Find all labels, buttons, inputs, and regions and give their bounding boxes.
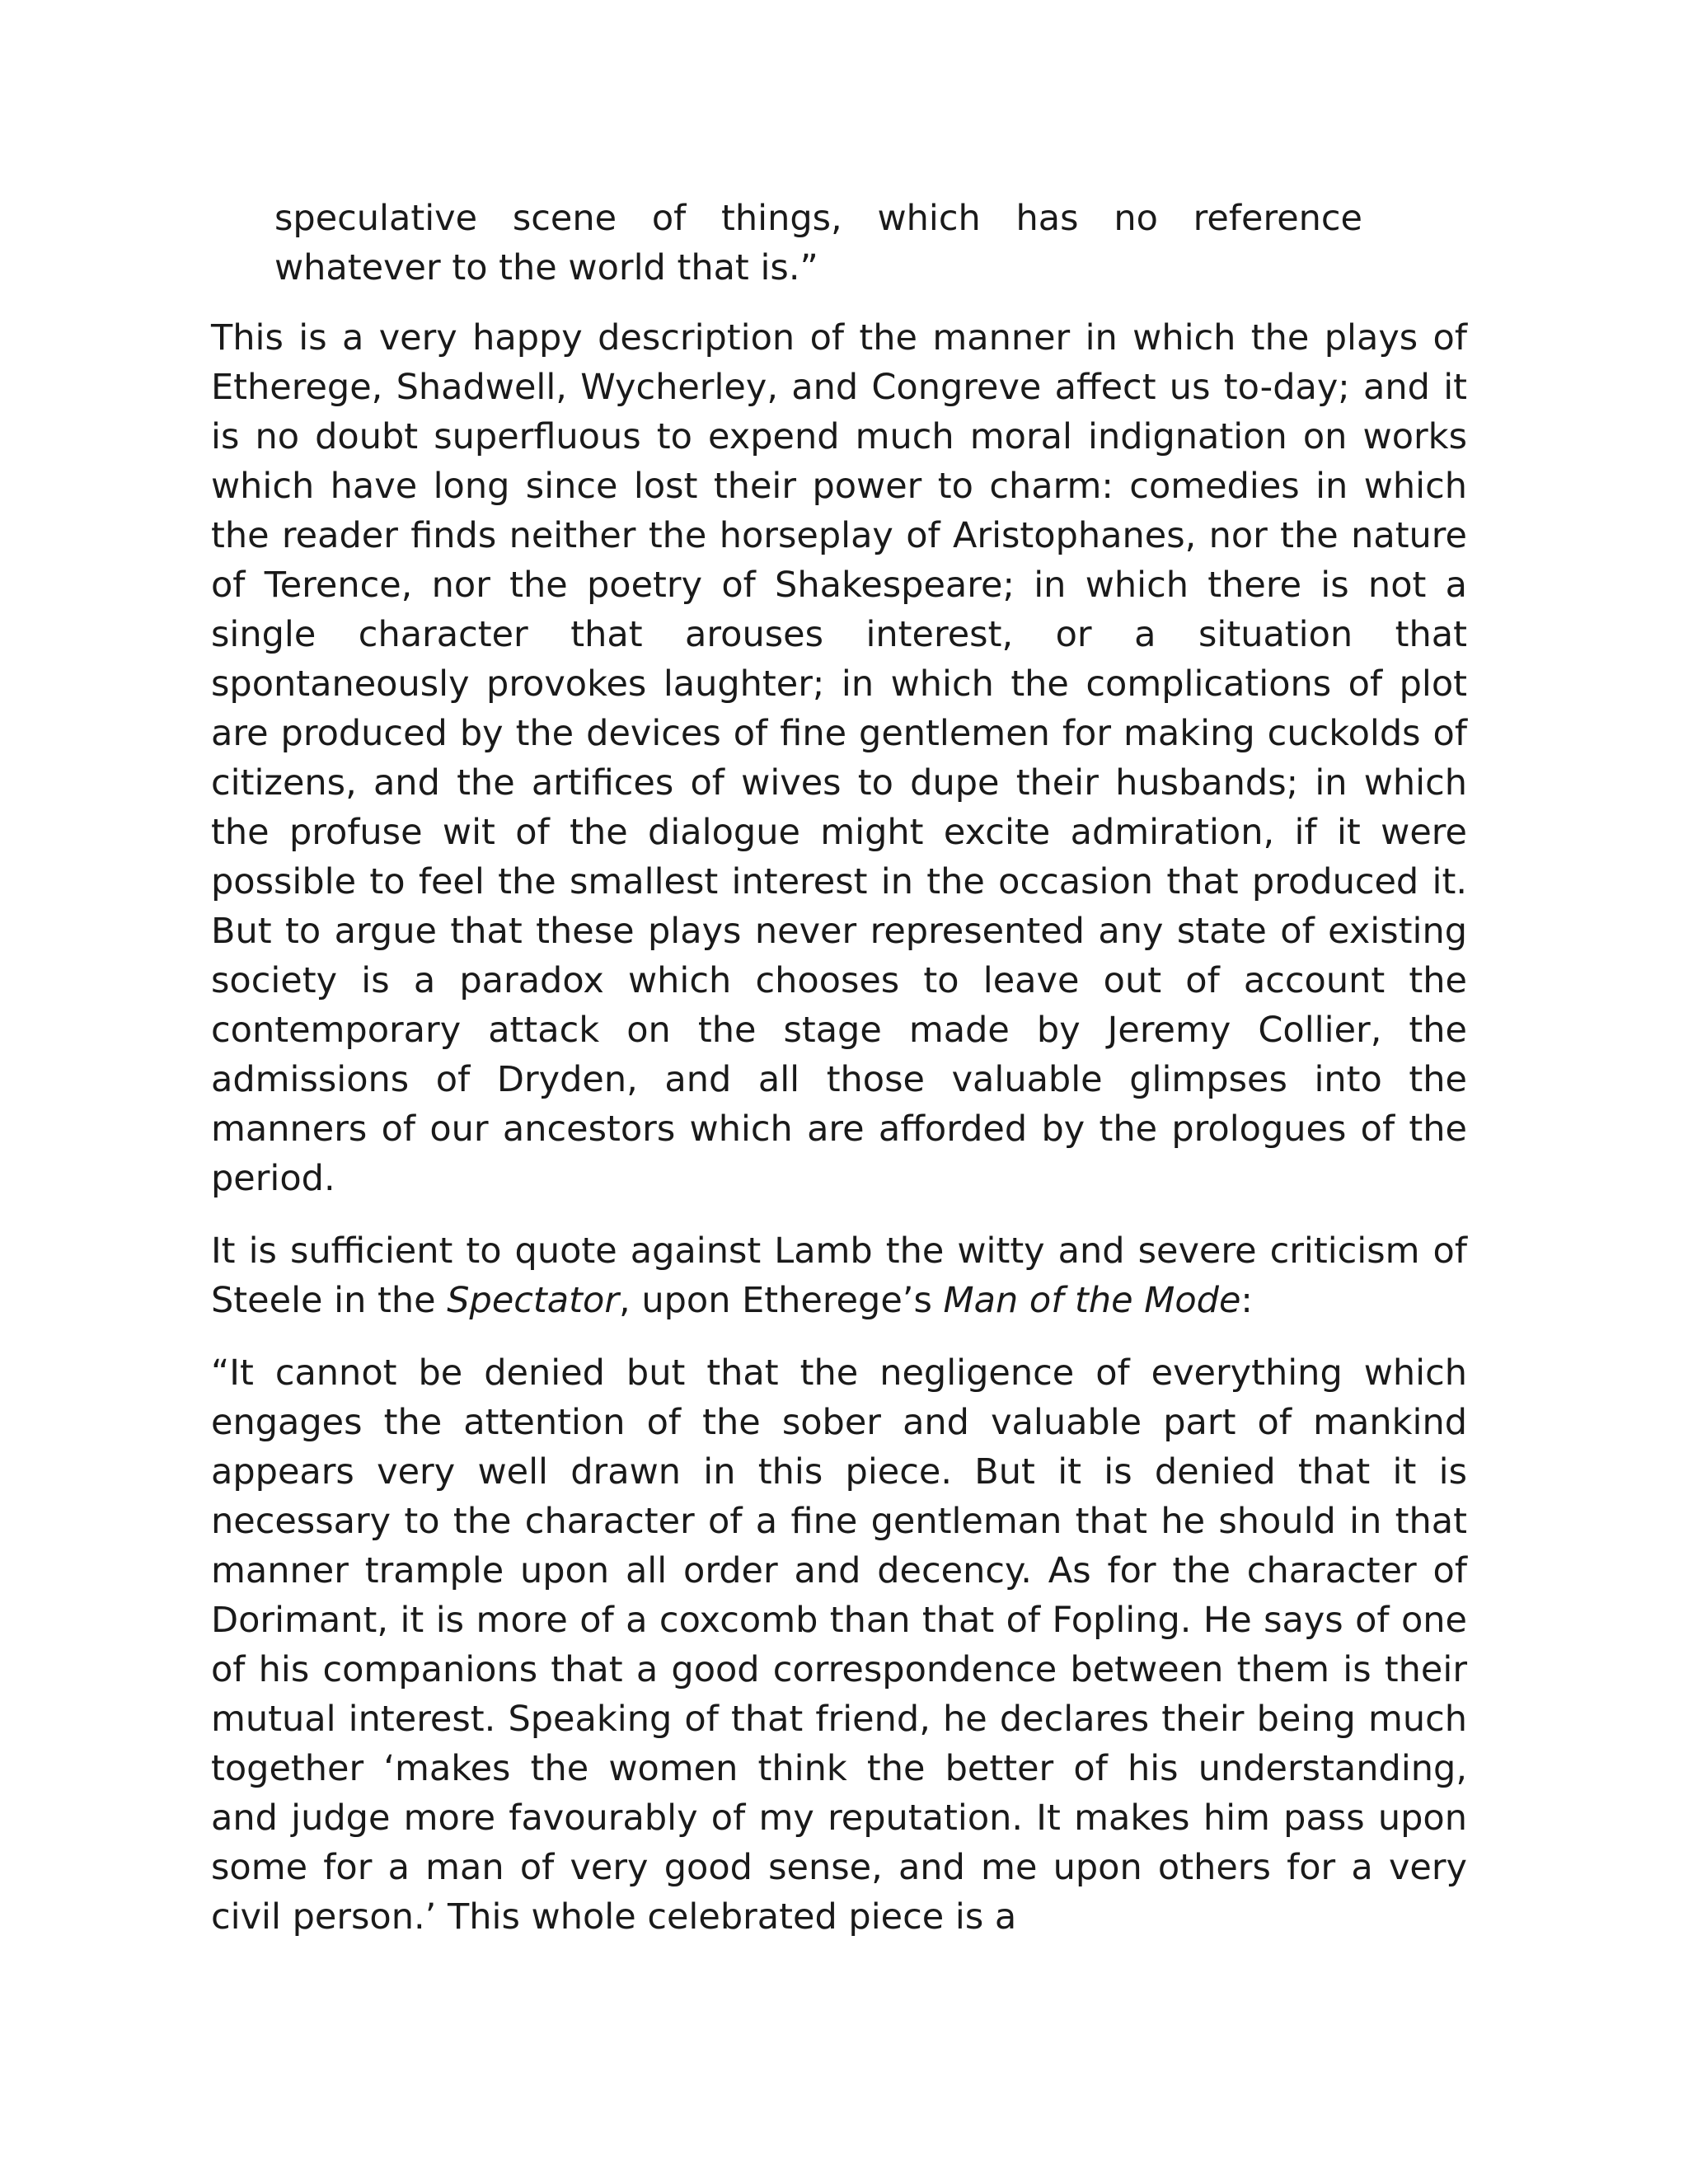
block-quote: speculative scene of things, which has no reference whatever to the world that is.”: [274, 198, 1362, 288]
title-spectator: Spectator: [447, 1280, 619, 1321]
paragraph-2-text-1: It is sufficient to quote against Lamb the witty and severe criticism of Steele in the: [211, 1230, 1467, 1321]
text-column: [211, 194, 1467, 1942]
title-man-of-the-mode: Man of the Mode: [943, 1280, 1241, 1321]
paragraph-2-text-2: , upon Etherege’s: [619, 1280, 944, 1321]
paragraph-2: [211, 1226, 1467, 1325]
paragraph-3: “It cannot be denied but that the negligence of everything which engages the attention of the sober and valuable part of mankind appears very well drawn in this piece. But it is denied that it is necessary to the character of a fine gentleman that he should in that manner trample upon all order and decency. As for the character of Dorimant, it is more of a coxcomb than that of Fopling. He says of one of his companions that a good correspondence between them is their mutual interest. Speaking of that friend, he declares their being much together ‘makes the women think the better of his understanding, and judge more favourably of my reputation. It makes him pass upon some for a man of very good sense, and me upon others for a very civil person.’ This whole celebrated piece is a: [211, 1352, 1467, 1938]
paragraph-2-text-3: :: [1240, 1280, 1253, 1321]
paragraph-1: This is a very happy description of the manner in which the plays of Etherege, Shadwell, Wycherley, and Congreve affect us to-day; and it is no doubt superfluous to expend much moral indignation on works which have long since lost their power to charm: comedies in which the reader finds neither the horseplay of Aristophanes, nor the nature of Terence, nor the poetry of Shakespeare; in which there is not a single character that arouses interest, or a situation that spontaneously provokes laughter; in which the complications of plot are produced by the devices of fine gentlemen for making cuckolds of citizens, and the artifices of wives to dupe their husbands; in which the profuse wit of the dialogue might excite admiration, if it were possible to feel the smallest interest in the occasion that produced it. But to argue that these plays never represented any state of existing society is a paradox which chooses to leave out of account the contemporary attack on the stage made by Jeremy Collier, the admissions of Dryden, and all those valuable glimpses into the manners of our ancestors which are afforded by the prologues of the period.: [211, 317, 1467, 1199]
